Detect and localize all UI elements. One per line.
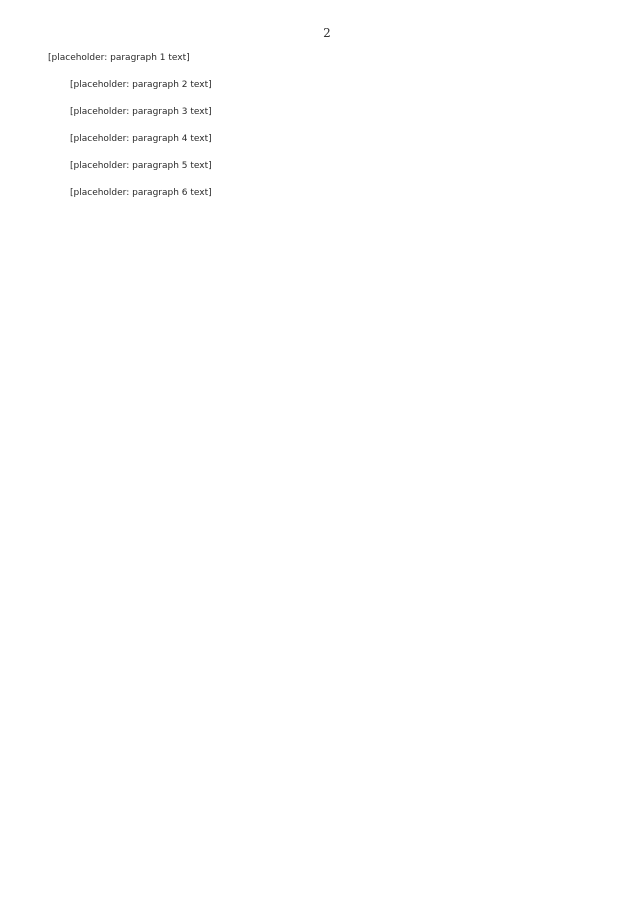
page-number: 2 bbox=[323, 26, 331, 40]
paragraph-5: [placeholder: paragraph 5 text] bbox=[70, 161, 212, 171]
paragraph-1: [placeholder: paragraph 1 text] bbox=[48, 53, 190, 63]
paragraph-6: [placeholder: paragraph 6 text] bbox=[70, 188, 212, 198]
paragraph-3: [placeholder: paragraph 3 text] bbox=[70, 107, 212, 117]
paragraph-2: [placeholder: paragraph 2 text] bbox=[70, 80, 212, 90]
paragraph-4: [placeholder: paragraph 4 text] bbox=[70, 134, 212, 144]
